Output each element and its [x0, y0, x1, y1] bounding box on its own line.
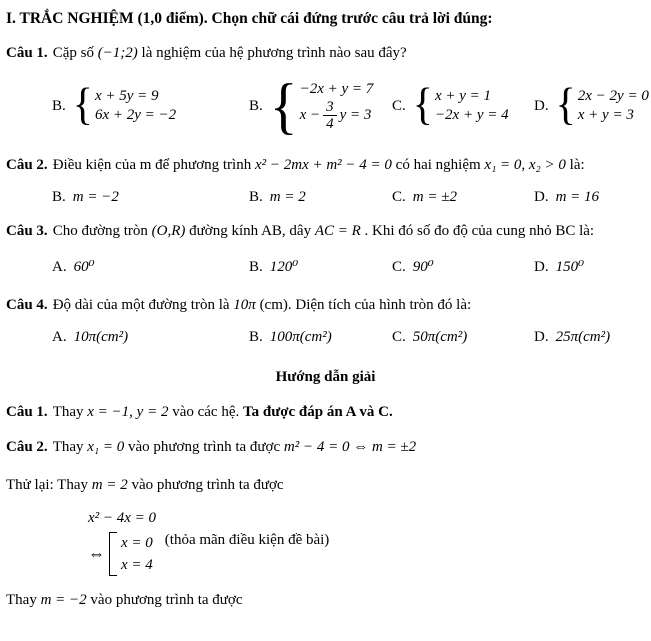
option-label: D.	[534, 329, 549, 345]
question-2-formula-2: x₁ = 0, x₂ > 0	[484, 157, 566, 173]
q1-option-2	[249, 70, 392, 142]
question-1	[6, 42, 645, 64]
fraction-denominator: 4	[326, 116, 334, 132]
equation-line: 2x − 2y = 0	[577, 87, 649, 104]
option-label: B.	[249, 259, 263, 275]
cases-note: (thỏa mãn điều kiện đề bài)	[164, 532, 330, 548]
option-label: D.	[534, 189, 549, 205]
system-equations	[300, 80, 374, 132]
system-brace: {	[269, 70, 298, 142]
option-value: 10π(cm²)	[73, 329, 129, 345]
option-value: m = 16	[555, 189, 600, 205]
system-equations	[435, 87, 509, 125]
system-brace: {	[412, 80, 433, 130]
q3-option-1	[52, 256, 249, 278]
solution-text: Thử lại: Thay	[6, 477, 92, 493]
solution-equation: x² − 4x = 0	[88, 510, 157, 526]
q4-option-3	[392, 326, 534, 348]
system-brace: {	[555, 80, 576, 130]
equation-line: x + 5y = 9	[94, 87, 159, 104]
equation-line: 6x + 2y = −2	[94, 106, 177, 123]
solution-text-post: vào phương trình ta được	[86, 592, 243, 608]
case-line: x = 0	[121, 535, 153, 551]
q1-option-4	[534, 80, 649, 130]
option-label: C.	[392, 259, 406, 275]
option-label: B.	[249, 189, 263, 205]
solution-step-4	[6, 589, 645, 611]
solution-text-mid: vào phương trình ta được	[124, 439, 284, 455]
solution-text-mid: vào các hệ.	[168, 404, 243, 420]
system-equations	[578, 87, 649, 125]
q3-option-2	[249, 256, 392, 278]
question-3-math-2: AC = R	[314, 223, 361, 239]
solution-text: Thay	[6, 592, 41, 608]
option-label: B.	[52, 97, 66, 114]
question-1-text: Cặp số	[52, 45, 98, 61]
question-4-text: Độ dài của một đường tròn là	[52, 297, 234, 313]
fraction-numerator: 3	[323, 99, 337, 116]
question-3-text-mid: đường kính AB, dây	[185, 223, 315, 239]
question-2-text-mid: có hai nghiệm	[391, 157, 485, 173]
solution-answer: Ta được đáp án A và C.	[243, 404, 393, 420]
q4-option-4	[534, 326, 645, 348]
question-3-text-post: . Khi đó số đo độ của cung nhỏ BC là:	[360, 223, 595, 239]
q4-option-2	[249, 326, 392, 348]
solution-text-post: vào phương trình ta được	[127, 477, 284, 493]
option-label: A.	[52, 329, 67, 345]
q3-option-4	[534, 256, 645, 278]
option-value: 50π(cm²)	[412, 329, 468, 345]
question-2-text-post: là:	[565, 157, 585, 173]
solution-step-2	[6, 436, 645, 458]
question-3-label: Câu 3.	[6, 223, 48, 239]
q2-option-1	[52, 186, 249, 208]
solution-cases	[88, 532, 645, 576]
q1-option-1	[52, 80, 249, 130]
question-4-label: Câu 4.	[6, 297, 48, 313]
question-1-options	[6, 70, 649, 142]
system-equations	[95, 87, 176, 125]
equation-line	[300, 99, 374, 132]
equation-line: −2x + y = 7	[299, 81, 374, 97]
option-label: C.	[392, 329, 406, 345]
option-value: m = −2	[72, 189, 119, 205]
question-2-label: Câu 2.	[6, 157, 48, 173]
equation-line: −2x + y = 4	[434, 106, 509, 123]
equation-line: x + y = 1	[434, 87, 491, 104]
solution-math: x = −1, y = 2	[87, 404, 169, 420]
solution-step-3	[6, 474, 645, 496]
option-value: 60⁰	[73, 259, 95, 275]
question-3-text: Cho đường tròn	[52, 223, 152, 239]
option-value: m = ±2	[412, 189, 457, 205]
question-3	[6, 220, 645, 242]
question-3-math: (O,R)	[151, 223, 186, 239]
question-4-math: 10π	[233, 297, 256, 313]
option-label: B.	[249, 329, 263, 345]
solution-step-label: Câu 1.	[6, 404, 48, 420]
question-1-label: Câu 1.	[6, 45, 48, 61]
q1-option-3	[392, 80, 534, 130]
solution-math-2: m² − 4 = 0 ⇔ m = ±2	[283, 439, 417, 455]
option-value: 120⁰	[269, 259, 299, 275]
q2-option-4	[534, 186, 645, 208]
option-value: 90⁰	[412, 259, 434, 275]
question-4-text-post: (cm). Diện tích của hình tròn đó là:	[255, 297, 472, 313]
question-4	[6, 294, 645, 316]
option-value: m = 2	[269, 189, 306, 205]
question-2-formula: x² − 2mx + m² − 4 = 0	[254, 157, 392, 173]
q2-option-3	[392, 186, 534, 208]
solution-heading: Hướng dẫn giải	[275, 369, 376, 385]
option-label: B.	[249, 98, 263, 114]
equation-fragment: x −	[299, 107, 321, 123]
question-1-text-post: là nghiệm của hệ phương trình nào sau đây?	[137, 45, 407, 61]
option-value: 100π(cm²)	[269, 329, 332, 345]
option-label: D.	[534, 97, 549, 114]
question-2	[6, 154, 645, 176]
q2-option-2	[249, 186, 392, 208]
solution-text: Thay	[52, 404, 88, 420]
question-4-options	[6, 326, 645, 348]
case-line: x = 4	[121, 557, 153, 573]
equation-line: x + y = 3	[577, 106, 634, 123]
option-label: A.	[52, 259, 67, 275]
equation-fragment: y = 3	[339, 107, 372, 123]
option-label: B.	[52, 189, 66, 205]
system-brace: {	[72, 80, 93, 130]
solution-step-1	[6, 401, 645, 423]
option-value: 150⁰	[555, 259, 585, 275]
fraction	[323, 99, 337, 132]
option-label: D.	[534, 259, 549, 275]
question-2-text: Điều kiện của m để phương trình	[52, 157, 255, 173]
option-value: 25π(cm²)	[555, 329, 611, 345]
option-label: C.	[392, 97, 406, 114]
cases-lines	[121, 532, 153, 576]
section-title: I. TRẮC NGHIỆM (1,0 điểm). Chọn chữ cái đứng trước câu trả lời đúng:	[6, 10, 493, 27]
question-1-math: (−1;2)	[97, 45, 138, 61]
solution-text: Thay	[52, 439, 88, 455]
solution-math: m = 2	[91, 477, 128, 493]
solution-step-label: Câu 2.	[6, 439, 48, 455]
option-label: C.	[392, 189, 406, 205]
solution-math: m = −2	[40, 592, 87, 608]
question-2-options	[6, 186, 645, 208]
question-3-options	[6, 256, 645, 278]
iff-arrow: ⇔	[88, 544, 105, 563]
cases-bracket	[109, 532, 117, 576]
q3-option-3	[392, 256, 534, 278]
q4-option-1	[52, 326, 249, 348]
solution-math: x₁ = 0	[87, 439, 125, 455]
